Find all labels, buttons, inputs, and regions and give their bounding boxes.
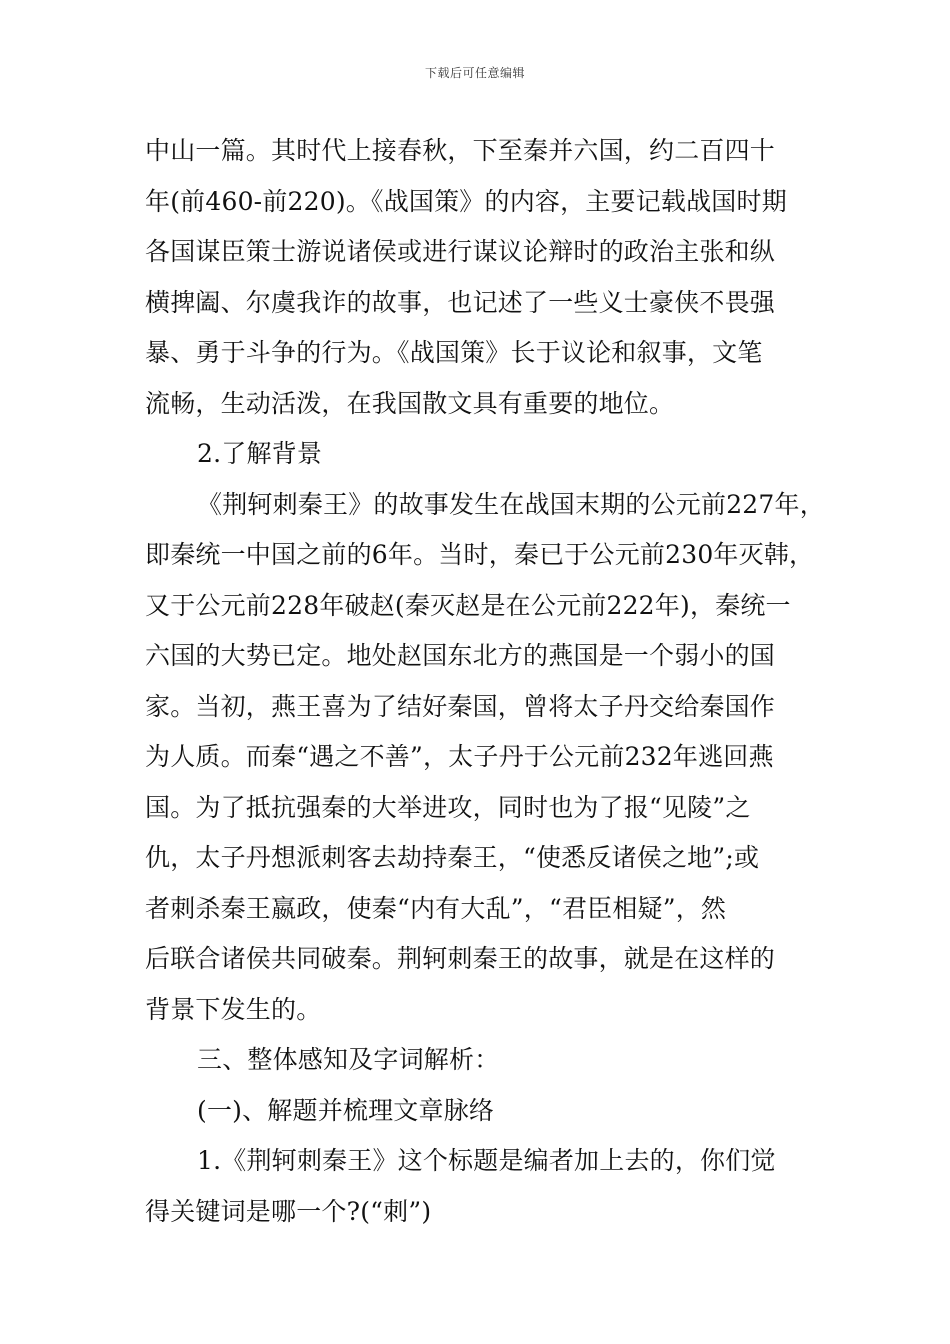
paragraph-line: 各国谋臣策士游说诸侯或进行谋议论辩时的政治主张和纵	[145, 237, 776, 266]
paragraph-line: 年(前460-前220)。《战国策》的内容，主要记载战国时期	[145, 186, 787, 216]
section-heading: 2.了解背景	[197, 439, 323, 468]
paragraph-line: 暴、勇于斗争的行为。《战国策》长于议论和叙事，文笔	[145, 338, 763, 367]
paragraph-line: 背景下发生的。	[145, 994, 322, 1024]
paragraph-line: 横捭阖、尔虞我诈的故事，也记述了一些义士豪侠不畏强	[145, 287, 776, 317]
paragraph-line: 六国的大势已定。地处赵国东北方的燕国是一个弱小的国	[145, 641, 776, 670]
paragraph-line: 又于公元前228年破赵(秦灭赵是在公元前222年)，秦统一	[145, 590, 791, 620]
paragraph-line: 后联合诸侯共同破秦。荆轲刺秦王的故事，就是在这样的	[145, 944, 776, 973]
subsection-heading: (一)、解题并梳理文章脉络	[197, 1095, 495, 1125]
paragraph-line: 中山一篇。其时代上接春秋，下至秦并六国，约二百四十	[145, 136, 776, 165]
section-heading: 三、整体感知及字词解析：	[197, 1045, 500, 1074]
page-header-note: 下载后可任意编辑	[424, 66, 525, 80]
paragraph-line: 流畅，生动活泼，在我国散文具有重要的地位。	[145, 388, 675, 418]
paragraph-line: 《荆轲刺秦王》的故事发生在战国末期的公元前227年，	[197, 489, 825, 519]
paragraph-line: 家。当初，燕王喜为了结好秦国，曾将太子丹交给秦国作	[145, 691, 776, 721]
question-line: 1.《荆轲刺秦王》这个标题是编者加上去的，你们觉	[197, 1146, 776, 1175]
paragraph-line: 为人质。而秦“遇之不善”，太子丹于公元前232年逃回燕	[145, 742, 774, 771]
paragraph-line: 仇，太子丹想派刺客去劫持秦王，“使悉反诸侯之地”;或	[145, 843, 760, 872]
question-line: 得关键词是哪一个?(“刺”)	[145, 1196, 432, 1226]
paragraph-line: 国。为了抵抗强秦的大举进攻，同时也为了报“见陵”之	[145, 792, 751, 822]
document-body	[145, 126, 825, 1237]
paragraph-line: 即秦统一中国之前的6年。当时，秦已于公元前230年灭韩，	[145, 540, 815, 569]
paragraph-line: 者刺杀秦王嬴政，使秦“内有大乱”，“君臣相疑”，然	[145, 893, 727, 923]
